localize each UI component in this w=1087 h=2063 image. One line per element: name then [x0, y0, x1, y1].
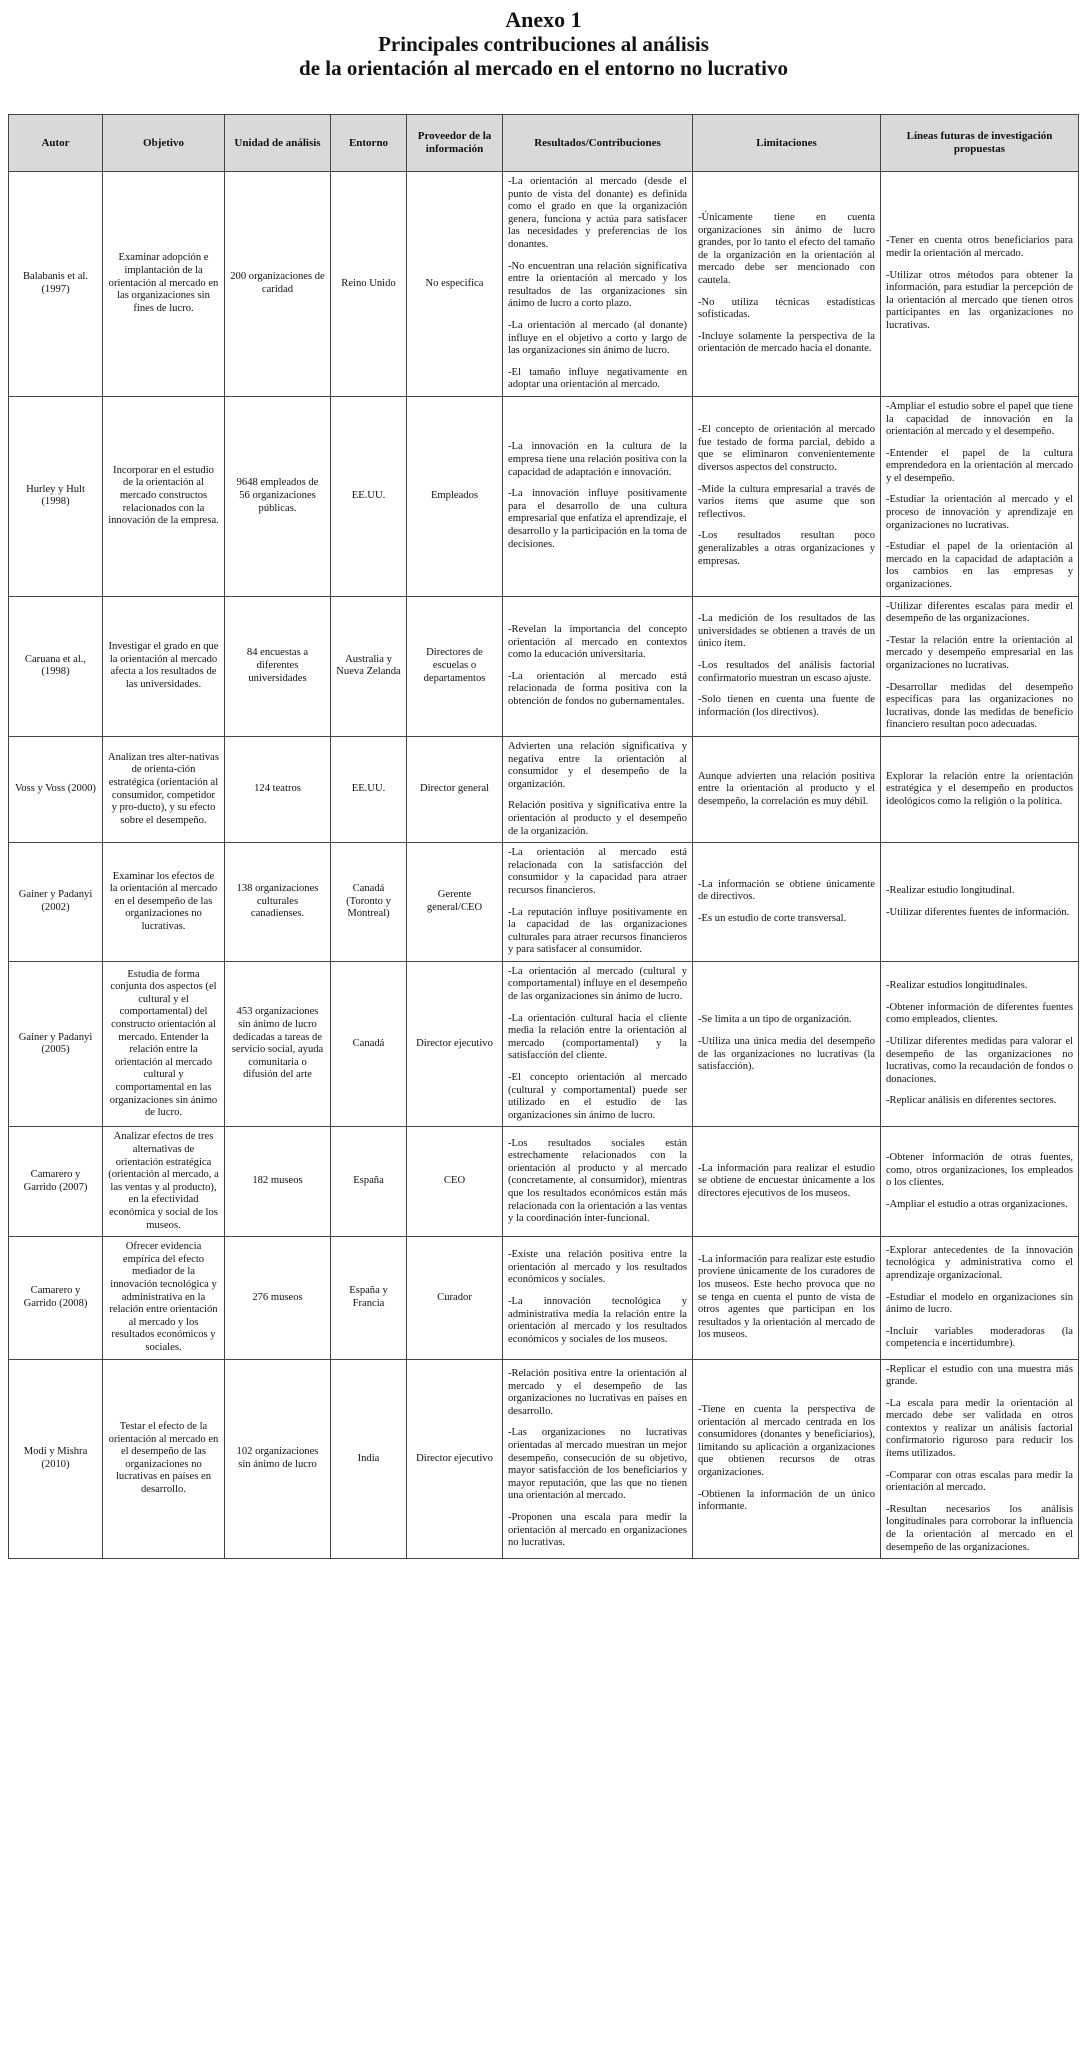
cell-setting: Australia y Nueva Zelanda [331, 596, 407, 736]
cell-setting: España y Francia [331, 1237, 407, 1359]
cell-objective: Analizan tres alter-nativas de orienta-ción estratégica (orientación al consumidor, competidor y pro-ducto), y su efecto sobre el desempeño. [103, 736, 225, 842]
paragraph: Advierten una relación significativa y negativa entre la orientación al consumidor y el desempeño de la organización. [508, 740, 687, 790]
cell-objective: Examinar los efectos de la orientación al mercado en el desempeño de las organizaciones no lucrativas. [103, 843, 225, 962]
cell-setting: EE.UU. [331, 736, 407, 842]
paragraph: -La información se obtiene únicamente de directivos. [698, 878, 875, 903]
paragraph: -Los resultados del análisis factorial confirmatorio muestran un escaso ajuste. [698, 660, 875, 684]
cell-unit: 138 organizaciones culturales canadienses. [225, 843, 331, 962]
title-line-1: Principales contribuciones al análisis [378, 32, 709, 56]
paragraph: -La innovación influye positivamente para el desarrollo de una cultura empresarial que enfatiza el aprendizaje, el desarrollo y la participación en la toma de decisiones. [508, 488, 687, 550]
paragraph: -Tiene en cuenta la perspectiva de orientación al mercado centrada en los consumidores (donantes y beneficiarios), limitando su aplicación a organizaciones que obtienen recursos de otras organizaciones. [698, 1403, 875, 1478]
cell-setting: India [331, 1359, 407, 1559]
paragraph: -La orientación al mercado (desde el punto de vista del donante) es definida como el grado en que la organización genera, funciona y actúa para satisfacer las necesidades y preferencias de los donantes. [508, 176, 687, 250]
cell-future [881, 736, 1079, 842]
paragraph: -El concepto orientación al mercado (cultural y comportamental) puede ser utilizado en el estudio de las organizaciones sin ánimo de lucro. [508, 1072, 687, 1121]
cell-objective: Ofrecer evidencia empírica del efecto mediador de la innovación tecnológica y administrativa en la relación entre orientación al mercado y los resultados económicos y sociales. [103, 1237, 225, 1359]
table-row [9, 843, 1079, 962]
paragraph: -Utilizar diferentes escalas para medir el desempeño de las organizaciones. [886, 600, 1073, 625]
cell-provider: No especifica [407, 172, 503, 397]
cell-future [881, 396, 1079, 596]
paragraph: -Ampliar el estudio sobre el papel que tiene la capacidad de innovación en la orientación al mercado y el desempeño. [886, 400, 1073, 438]
paragraph: -Proponen una escala para medir la orientación al mercado en organizaciones no lucrativas. [508, 1511, 687, 1549]
cell-objective: Analizar efectos de tres alternativas de orientación estratégica (orientación al mercado, a las ventas y al producto), en la efectividad económica y social de los museos. [103, 1127, 225, 1237]
table-body [9, 172, 1079, 1559]
cell-future [881, 172, 1079, 397]
cell-provider: Director general [407, 736, 503, 842]
cell-setting: EE.UU. [331, 396, 407, 596]
cell-setting: Canadá [331, 961, 407, 1127]
paragraph: -Obtener información de diferentes fuentes como empleados, clientes. [886, 1001, 1073, 1026]
paragraph: -La reputación influye positivamente en la capacidad de las organizaciones culturales para atraer recursos financieros y para satisfacer al consumidor. [508, 906, 687, 956]
paragraph: -Desarrollar medidas del desempeño específicas para las organizaciones no lucrativas, donde las medidas de beneficio financiero resultan poco adecuadas. [886, 681, 1073, 731]
paragraph: -La información para realizar este estudio proviene únicamente de los curadores de los museos. Este hecho provoca que no se tenga en cuenta el punto de vista de otros agentes que participan en los resultados y la orientación al mercado de los museos. [698, 1253, 875, 1341]
cell-future [881, 1237, 1079, 1359]
cell-unit: 276 museos [225, 1237, 331, 1359]
cell-unit: 102 organizaciones sin ánimo de lucro [225, 1359, 331, 1559]
cell-provider: Director ejecutivo [407, 1359, 503, 1559]
cell-objective: Examinar adopción e implantación de la orientación al mercado en las organizaciones sin fines de lucro. [103, 172, 225, 397]
paragraph: -La orientación al mercado (al donante) influye en el objetivo a corto y largo de las organizaciones sin ánimo de lucro. [508, 319, 687, 357]
cell-limitations [693, 1127, 881, 1237]
cell-results [503, 1127, 693, 1237]
cell-limitations [693, 1359, 881, 1559]
cell-provider: Directores de escuelas o departamentos [407, 596, 503, 736]
cell-provider: Empleados [407, 396, 503, 596]
table-row [9, 1359, 1079, 1559]
paragraph: -Testar la relación entre la orientación al mercado y desempeño empresarial en las organizaciones no lucrativas. [886, 634, 1073, 671]
paragraph: -El concepto de orientación al mercado fue testado de forma parcial, debido a que se eliminaron convenientemente diversos aspectos del constructo. [698, 424, 875, 474]
cell-future [881, 961, 1079, 1127]
paragraph: -La orientación al mercado (cultural y comportamental) influye en el desempeño de las organizaciones sin ánimo de lucro. [508, 965, 687, 1003]
paragraph: -Se limita a un tipo de organización. [698, 1014, 852, 1026]
title-line-2: de la orientación al mercado en el entorno no lucrativo [299, 56, 788, 80]
cell-provider: Director ejecutivo [407, 961, 503, 1127]
cell-unit: 9648 empleados de 56 organizaciones públicas. [225, 396, 331, 596]
table-header-row [9, 115, 1079, 172]
paragraph: -La orientación al mercado está relacionada con la satisfacción del consumidor y la capacidad para atraer recursos financieros. [508, 847, 687, 896]
cell-author: Voss y Voss (2000) [9, 736, 103, 842]
paragraph: -Incluir variables moderadoras (la competencia e incertidumbre). [886, 1325, 1073, 1350]
cell-author: Modi y Mishra (2010) [9, 1359, 103, 1559]
table-row [9, 736, 1079, 842]
cell-results [503, 596, 693, 736]
paragraph: -Incluye solamente la perspectiva de la orientación de mercado hacia el donante. [698, 330, 875, 355]
paragraph: -Relación positiva entre la orientación al mercado y el desempeño de las organizaciones no lucrativas en países en desarrollo. [508, 1368, 687, 1417]
header-setting: Entorno [331, 115, 407, 172]
paragraph: -La orientación al mercado está relacionada de forma positiva con la obtención de fondos no gubernamentales. [508, 670, 687, 707]
header-limitations: Limitaciones [693, 115, 881, 172]
cell-author: Balabanis et al. (1997) [9, 172, 103, 397]
annex-label: Anexo 1 [505, 7, 582, 32]
paragraph: -Resultan necesarios los análisis longitudinales para corroborar la influencia de la orientación al mercado en el desempeño de las organizaciones. [886, 1503, 1073, 1553]
paragraph: -Los resultados sociales están estrechamente relacionados con la orientación al producto y al mercado (concretamente, al consumidor), mientras que los resultados económicos están más relacionada con la orientación a las ventas y la coordinación inter-funcional. [508, 1137, 687, 1225]
paragraph: Relación positiva y significativa entre la orientación al producto y el desempeño de la organización. [508, 800, 687, 837]
paragraph: Aunque advierten una relación positiva entre la orientación al producto y el desempeño, la correlación es muy débil. [698, 770, 875, 807]
paragraph: -Únicamente tiene en cuenta organizaciones sin ánimo de lucro grandes, por lo tanto el efecto del tamaño de la organización en la orientación al mercado debe ser mencionado con cautela. [698, 211, 875, 286]
paragraph: -Comparar con otras escalas para medir la orientación al mercado. [886, 1469, 1073, 1494]
document-title [0, 0, 1087, 80]
paragraph: -Las organizaciones no lucrativas orientadas al mercado muestran un mejor desempeño, consecución de su objetivo, mayor satisfacción de los beneficiarios y mayor reputación, que las que no tienen una orientación al mercado. [508, 1427, 687, 1502]
cell-unit: 84 encuestas a diferentes universidades [225, 596, 331, 736]
cell-limitations [693, 843, 881, 962]
paragraph: -La innovación tecnológica y administrativa media la relación entre la orientación al mercado y los resultados económicos y sociales de los museos. [508, 1296, 687, 1345]
header-objective: Objetivo [103, 115, 225, 172]
cell-future [881, 1359, 1079, 1559]
cell-setting: Reino Unido [331, 172, 407, 397]
cell-results [503, 736, 693, 842]
table-row [9, 1127, 1079, 1237]
paragraph: -Explorar antecedentes de la innovación tecnológica y administrativa como el aprendizaje organizacional. [886, 1244, 1073, 1281]
header-future: Líneas futuras de investigación propuestas [881, 115, 1079, 172]
paragraph: -La escala para medir la orientación al mercado debe ser validada en otros contextos y realizar un análisis factorial confirmatorio riguroso para reducir los ítems utilizados. [886, 1397, 1073, 1460]
header-author: Autor [9, 115, 103, 172]
paragraph: -Realizar estudio longitudinal. [886, 884, 1015, 896]
paragraph: -Revelan la importancia del concepto orientación al mercado en contextos como la educación universitaria. [508, 624, 687, 661]
cell-provider: Curador [407, 1237, 503, 1359]
cell-objective: Investigar el grado en que la orientación al mercado afecta a los resultados de las universidades. [103, 596, 225, 736]
contributions-table [8, 114, 1079, 1559]
paragraph: -Utilizar diferentes fuentes de información. [886, 906, 1070, 918]
table-row [9, 961, 1079, 1127]
cell-results [503, 396, 693, 596]
cell-unit: 182 museos [225, 1127, 331, 1237]
table-row [9, 396, 1079, 596]
cell-limitations [693, 736, 881, 842]
cell-provider: Gerente general/CEO [407, 843, 503, 962]
paragraph: -Obtener información de otras fuentes, como, otros organizaciones, los empleados o los clientes. [886, 1152, 1073, 1189]
paragraph: -Utiliza una única media del desempeño de las organizaciones no lucrativas (la satisfacción). [698, 1036, 875, 1073]
paragraph: -Estudiar la orientación al mercado y el proceso de innovación y aprendizaje en organizaciones no lucrativas. [886, 494, 1073, 531]
paragraph: -Replicar el estudio con una muestra más grande. [886, 1363, 1073, 1388]
paragraph: -La medición de los resultados de las universidades se obtienen a través de un único ítem. [698, 613, 875, 650]
cell-unit: 200 organizaciones de caridad [225, 172, 331, 397]
cell-author: Caruana et al., (1998) [9, 596, 103, 736]
paragraph: -Replicar análisis en diferentes sectores. [886, 1095, 1057, 1107]
cell-author: Camarero y Garrido (2007) [9, 1127, 103, 1237]
paragraph: -Solo tienen en cuenta una fuente de información (los directivos). [698, 694, 875, 718]
cell-author: Camarero y Garrido (2008) [9, 1237, 103, 1359]
paragraph: -Utilizar diferentes medidas para valorar el desempeño de las organizaciones no lucrativas, como la recaudación de fondos o donaciones. [886, 1036, 1073, 1085]
table-row [9, 172, 1079, 397]
paragraph: -La innovación en la cultura de la empresa tiene una relación positiva con la capacidad de adaptación e innovación. [508, 441, 687, 478]
cell-unit: 453 organizaciones sin ánimo de lucro dedicadas a tareas de servicio social, ayuda comunitaria o difusión del arte [225, 961, 331, 1127]
cell-results [503, 1237, 693, 1359]
table-row [9, 1237, 1079, 1359]
cell-results [503, 961, 693, 1127]
cell-unit: 124 teatros [225, 736, 331, 842]
cell-limitations [693, 961, 881, 1127]
cell-results [503, 843, 693, 962]
cell-author: Gainer y Padanyi (2002) [9, 843, 103, 962]
cell-limitations [693, 596, 881, 736]
header-unit: Unidad de análisis [225, 115, 331, 172]
cell-objective: Estudia de forma conjunta dos aspectos (el cultural y el comportamental) del constructo orientación al mercado. Entender la relación entre la orientación al mercado cultural y comportamental en las organizaciones sin ánimo de lucro. [103, 961, 225, 1127]
cell-limitations [693, 172, 881, 397]
paragraph: -Mide la cultura empresarial a través de varios ítems que asume que son reflectivos. [698, 483, 875, 520]
paragraph: -Obtienen la información de un único informante. [698, 1488, 875, 1513]
cell-provider: CEO [407, 1127, 503, 1237]
cell-limitations [693, 396, 881, 596]
paragraph: -Entender el papel de la cultura emprendedora en la orientación al mercado y el desempeño. [886, 447, 1073, 484]
paragraph: -No encuentran una relación significativa entre la orientación al mercado y los resultados de las organizaciones sin ánimo de lucro a corto plazo. [508, 260, 687, 310]
header-provider: Proveedor de la información [407, 115, 503, 172]
paragraph: -No utiliza técnicas estadísticas sofisticadas. [698, 296, 875, 321]
cell-objective: Incorporar en el estudio de la orientación al mercado constructos relacionados con la innovación de la empresa. [103, 396, 225, 596]
paragraph: -Estudiar el modelo en organizaciones sin ánimo de lucro. [886, 1291, 1073, 1316]
paragraph: -Es un estudio de corte transversal. [698, 912, 847, 924]
paragraph: -Ampliar el estudio a otras organizaciones. [886, 1198, 1068, 1210]
paragraph: -El tamaño influye negativamente en adoptar una orientación al mercado. [508, 366, 687, 391]
cell-author: Hurley y Hult (1998) [9, 396, 103, 596]
cell-author: Gainer y Padanyi (2005) [9, 961, 103, 1127]
paragraph: -Los resultados resultan poco generalizables a otras organizaciones y empresas. [698, 530, 875, 567]
cell-future [881, 843, 1079, 962]
paragraph: -Estudiar el papel de la orientación al mercado en la capacidad de adaptación a los cambios en las empresas y organizaciones. [886, 541, 1073, 591]
cell-limitations [693, 1237, 881, 1359]
paragraph: -Realizar estudios longitudinales. [886, 980, 1028, 992]
cell-objective: Testar el efecto de la orientación al mercado en el desempeño de las organizaciones no lucrativas en países en desarrollo. [103, 1359, 225, 1559]
cell-future [881, 596, 1079, 736]
cell-setting: España [331, 1127, 407, 1237]
paragraph: -Tener en cuenta otros beneficiarios para medir la orientación al mercado. [886, 235, 1073, 259]
cell-future [881, 1127, 1079, 1237]
header-results: Resultados/Contribuciones [503, 115, 693, 172]
paragraph: -Utilizar otros métodos para obtener la información, para estudiar la percepción de la orientación al mercado que tienen otros participantes en las organizaciones no lucrativas. [886, 269, 1073, 331]
paragraph: Explorar la relación entre la orientación estratégica y el desempeño en productos ideológicos como la religión o la política. [886, 770, 1073, 807]
table-row [9, 596, 1079, 736]
cell-results [503, 172, 693, 397]
paragraph: -La información para realizar el estudio se obtiene de encuestar únicamente a los directores ejecutivos de los museos. [698, 1162, 875, 1200]
paragraph: -Existe una relación positiva entre la orientación al mercado y los resultados económicos y sociales. [508, 1249, 687, 1286]
cell-results [503, 1359, 693, 1559]
cell-setting: Canadá (Toronto y Montreal) [331, 843, 407, 962]
paragraph: -La orientación cultural hacia el cliente media la relación entre la orientación al mercado (comportamental) y la satisfacción del cliente. [508, 1012, 687, 1062]
